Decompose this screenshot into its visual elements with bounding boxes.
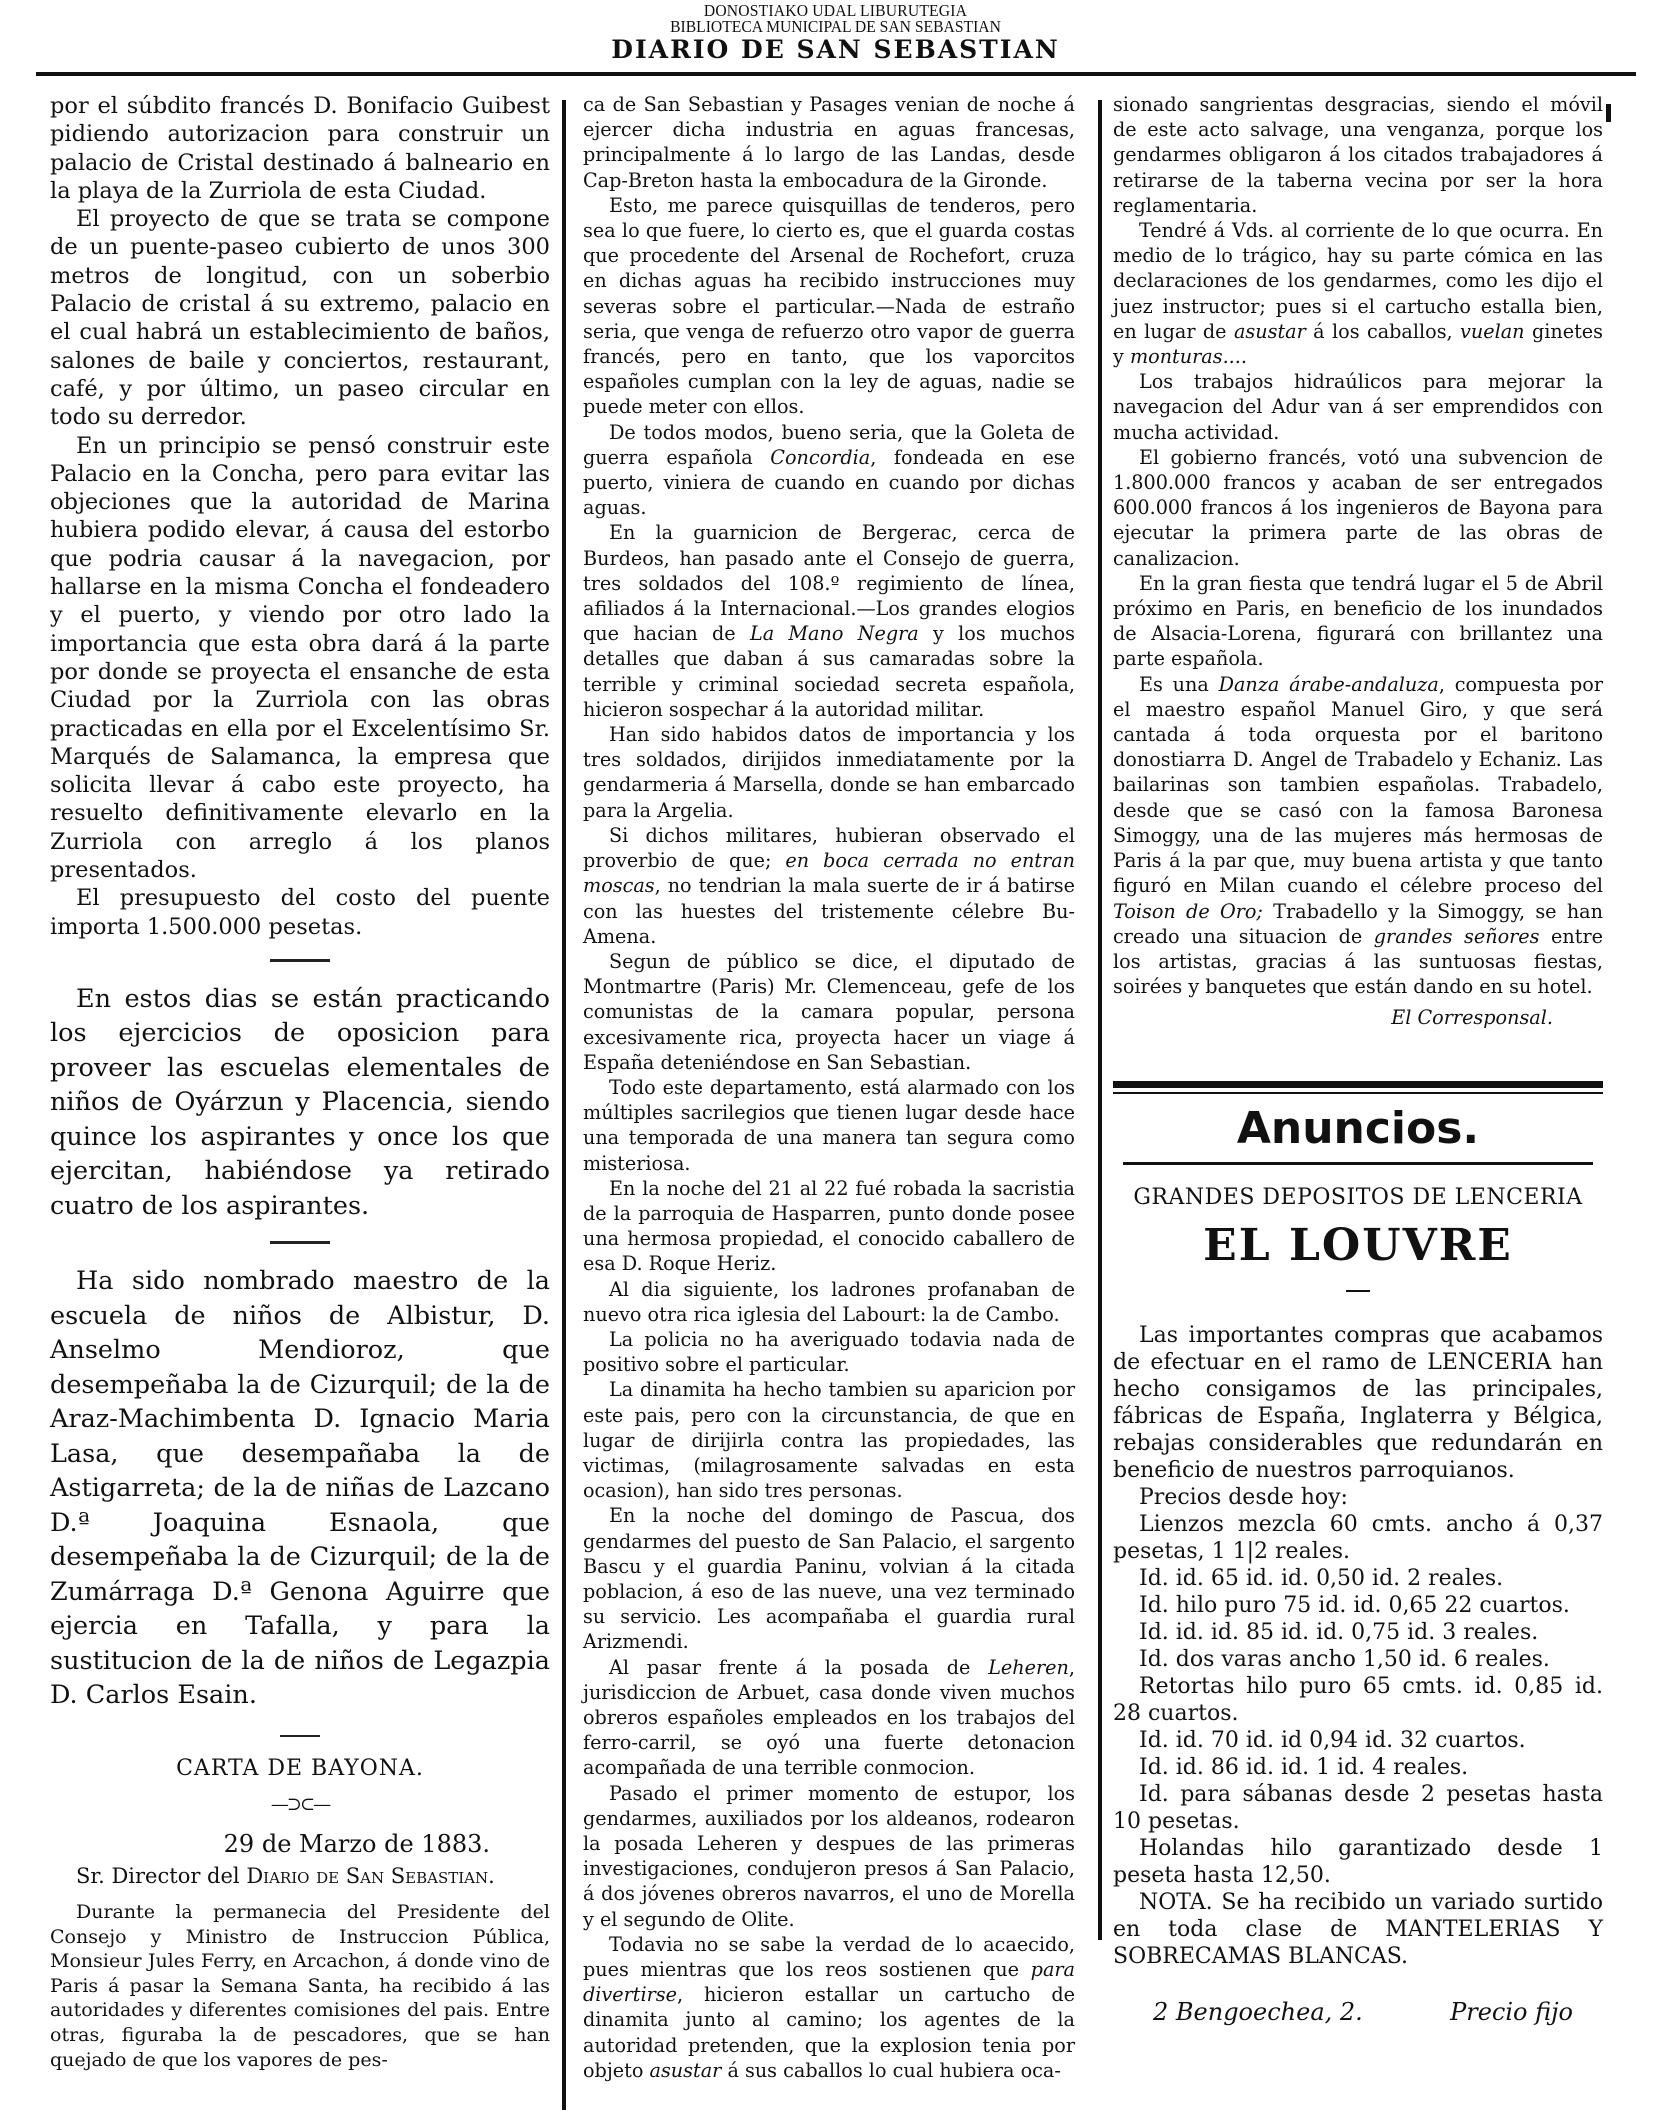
- signature: El Corresponsal.: [1391, 1006, 1553, 1030]
- page-mark: [1606, 104, 1611, 122]
- article-paragraph: En la noche del domingo de Pascua, dos gendarmes del puesto de San Palacio, el sargento Bascu y el guardia Paninu, volvian á la citada poblacion, á eso de las nueve, una vez terminado su servicio. Les acompañaba el guardia rural Arizmendi.: [583, 1504, 1075, 1654]
- text-run: á los caballos,: [1305, 319, 1461, 343]
- ad-divider: [1346, 1290, 1370, 1292]
- text-run: Trabadello y la Simoggy, se han creado una situacion de: [1113, 899, 1603, 948]
- article-paragraph: Esto, me parece quisquillas de tenderos, pero sea lo que fuere, lo cierto es, que el guarda costas que procedente del Arsenal de Rochefort, cruza en dichas aguas ha recibido instrucciones muy severas sobre el particular.—Nada de estraño seria, que venga de refuerzo otro vapor de guerra francés, pero en tanto, que los vaporcitos españoles cumplan con la ley de aguas, nadie se puede meter con ellos.: [583, 193, 1075, 419]
- newspaper-title: DIARIO DE SAN SEBASTIAN: [611, 35, 1060, 64]
- ad-note: NOTA. Se ha recibido un variado surtido en toda clase de MANTELERIAS Y SOBRECAMAS BLANCAS.: [1113, 1889, 1603, 1969]
- text-run: Todavia no se sabe la verdad de lo acaecido, pues mientras que los reos sostienen que: [583, 1932, 1075, 1982]
- article-paragraph: Segun de público se dice, el diputado de Montmartre (Paris) Mr. Clemenceau, gefe de los comunistas de la camara popular, persona excesivamente rica, proyecta hacer un viage á España deteniéndose en San Sebastian.: [583, 949, 1075, 1074]
- article-paragraph: En estos dias se están practicando los ejercicios de oposicion para proveer las escuelas elementales de niños de Oyárzun y Placencia, siendo quince los aspirantes y once los que ejercitan, habiéndose ya retirado cuatro de los aspirantes.: [50, 983, 550, 1221]
- article-paragraph: Pasado el primer momento de estupor, los gendarmes, auxiliados por los aldeanos, rodearon la posada Leheren y despues de las primeras investigaciones, condujeron presos á San Palacio, á dos jóvenes obreros navarros, el uno de Morella y el segundo de Olite.: [583, 1781, 1075, 1931]
- masthead-rule: [36, 72, 1636, 76]
- text-run: Al pasar frente á la posada de: [609, 1655, 989, 1679]
- text-run: ginetes y: [1113, 319, 1603, 369]
- price-item: Retortas hilo puro 65 cmts. id. 0,85 id. 28 cuartos.: [1113, 1673, 1603, 1726]
- ship-name: Concordia: [770, 445, 871, 469]
- section-rule: [1123, 1162, 1593, 1165]
- salutation-prefix: Sr. Director del: [76, 1863, 240, 1888]
- emphasis: para divertirse: [583, 1958, 1075, 2007]
- library-name-spanish: BIBLIOTECA MUNICIPAL DE SAN SEBASTIAN: [670, 17, 1001, 36]
- ad-price-policy: Precio fijo: [1450, 1997, 1573, 2026]
- column-divider: [1098, 100, 1102, 1940]
- emphasis: vuelan: [1460, 319, 1525, 343]
- emphasis: monturas....: [1129, 345, 1247, 369]
- separator-rule: [280, 1735, 320, 1737]
- text-run: , fondeada en ese puerto, viniera de cuando en cuando por dichas aguas.: [583, 445, 1076, 520]
- text-run: , hicieron estallar un cartucho de dinamita junto al camino; los agentes de la autoridad pretenden, que la explosion tenia por objeto: [583, 1983, 1075, 2082]
- text-run: , jurisdiccion de Arbuet, casa donde viven muchos obreros españoles empleados en los trabajos del ferro-carril, se oyó una fuerte detonacion acompañada de una terrible conmocion.: [583, 1655, 1075, 1780]
- price-item: Lienzos mezcla 60 cmts. ancho á 0,37 pesetas, 1 1|2 reales.: [1113, 1511, 1603, 1564]
- text-run: entre los artistas, gracias á las suntuosas fiestas, soirées y banquetes que están dando en su hotel.: [1113, 924, 1603, 999]
- article-paragraph: por el súbdito francés D. Bonifacio Guibest pidiendo autorizacion para construir un palacio de Cristal destinado á balneario en la playa de la Zurriola de esta Ciudad.: [50, 93, 550, 204]
- article-paragraph: [583, 823, 1075, 949]
- article-paragraph: Al dia siguiente, los ladrones profanaban de nuevo otra rica iglesia del Labourt: la de Cambo.: [583, 1277, 1075, 1326]
- dateline: 29 de Marzo de 1883.: [223, 1829, 490, 1858]
- ad-address: 2 Bengoechea, 2.: [1153, 1997, 1363, 2026]
- ad-header: GRANDES DEPOSITOS DE LENCERIA: [1133, 1184, 1583, 1210]
- price-item: Id. hilo puro 75 id. id. 0,65 22 cuartos.: [1139, 1592, 1570, 1618]
- price-item: Id. id. 86 id. id. 1 id. 4 reales.: [1139, 1754, 1469, 1780]
- proverb: en boca cerrada no entran moscas: [583, 849, 1075, 898]
- article-paragraph: [583, 1932, 1075, 2083]
- article-paragraph: Todo este departamento, está alarmado con los múltiples sacrilegios que tienen lugar desde hace una temporada de una manera tan segura como misteriosa.: [583, 1075, 1075, 1175]
- salutation-newspaper: Diario de San Sebastian.: [246, 1863, 495, 1888]
- article-paragraph: ca de San Sebastian y Pasages venian de noche á ejercer dicha industria en aguas francesas, principalmente á lo largo de las Landas, desde Cap-Breton hasta la embocadura de la Gironde.: [583, 93, 1075, 192]
- article-paragraph: [1113, 218, 1603, 369]
- article-paragraph: Han sido habidos datos de importancia y los tres soldados, dirijidos inmediatamente por la gendarmeria á Marsella, donde se han embarcado para la Argelia.: [583, 723, 1075, 822]
- article-paragraph: [583, 520, 1075, 722]
- price-item: Id. id. 70 id. id 0,94 id. 32 cuartos.: [1139, 1727, 1526, 1753]
- price-list: [1113, 1511, 1603, 1889]
- price-item: Id. id. 65 id. id. 0,50 id. 2 reales.: [1139, 1565, 1504, 1591]
- article-paragraph: Los trabajos hidraúlicos para mejorar la navegacion del Adur van á ser emprendidos con mucha actividad.: [1113, 370, 1603, 444]
- prices-heading: Precios desde hoy:: [1139, 1484, 1348, 1510]
- advertisement-el-louvre: [1113, 1185, 1603, 2025]
- section-heading-anuncios: Anuncios.: [1236, 1102, 1480, 1154]
- article-paragraph: [583, 420, 1075, 521]
- article-paragraph: El proyecto de que se trata se compone de un puente-paseo cubierto de unos 300 metros de longitud, con un soberbio Palacio de cristal á su extremo, palacio en el cual habrá un establecimiento de baños, salones de baile y conciertos, restaurant, café, y por último, un paseo circular en todo su derredor.: [50, 206, 550, 431]
- library-name-basque: DONOSTIAKO UDAL LIBURUTEGIA: [703, 1, 968, 20]
- text-run: Es una: [1139, 672, 1219, 696]
- article-paragraph: El presupuesto del costo del puente importa 1.500.000 pesetas.: [50, 885, 550, 940]
- article-paragraph: El gobierno francés, votó una subvencion de 1.800.000 francos y acaban de ser entregados 600.000 francos á los ingenieros de Bayona para ejecutar la primera parte de las obras de canalizacion.: [1113, 445, 1603, 570]
- text-run: , no tendrian la mala suerte de ir á batirse con las huestes del tristemente célebre Bu-Amena.: [583, 874, 1075, 948]
- text-run: y los muchos detalles que daban á sus camaradas sobre la terrible y criminal sociedad secreta española, hicieron sospechar á la autoridad militar.: [583, 622, 1075, 721]
- article-paragraph: sionado sangrientas desgracias, siendo el móvil de este acto salvage, una venganza, porque los gendarmes obligaron á los citados trabajadores á retirarse de la taberna vecina por ser la hora reglamentaria.: [1113, 93, 1603, 217]
- column-1: [50, 92, 550, 2072]
- article-paragraph: [583, 1655, 1075, 1781]
- inn-name: Leheren: [988, 1655, 1069, 1679]
- emphasis: asustar: [649, 2058, 722, 2082]
- text-run: Si dichos militares, hubieran observado el proverbio de que;: [583, 823, 1075, 873]
- ad-brand: EL LOUVRE: [1203, 1219, 1513, 1271]
- masthead: [0, 0, 1671, 65]
- column-2: [583, 92, 1075, 2083]
- article-paragraph: Ha sido nombrado maestro de la escuela de niños de Albistur, D. Anselmo Mendioroz, que desempeñaba la de Cizurquil; de la de Araz-Machimbenta D. Ignacio Maria Lasa, que desempañaba la de Astigarreta; de la de niñas de Lazcano D.ª Joaquina Esnaola, que desempeñaba la de Cizurquil; de la de Zumárraga D.ª Genona Aguirre que ejercia en Tafalla, y para la sustitucion de la de niños de Legazpia D. Carlos Esain.: [50, 1266, 550, 1711]
- price-item: Id. para sábanas desde 2 pesetas hasta 10 pesetas.: [1113, 1781, 1603, 1834]
- emphasis: grandes señores: [1373, 924, 1540, 948]
- salutation: [50, 1862, 550, 1890]
- article-paragraph: Durante la permanecia del Presidente del Consejo y Ministro de Instruccion Pública, Monsieur Jules Ferry, en Arcachon, á donde vino de Paris á pasar la Semana Santa, ha recibido á las autoridades y diferentes comisiones del pais. Entre otras, figuraba la de pescadores, que se han quejado de que los vapores de pes-: [50, 1901, 550, 2071]
- dance-name: Danza árabe-andaluza: [1218, 672, 1439, 696]
- section-rule: [1113, 1092, 1603, 1094]
- emphasis: asustar: [1233, 319, 1306, 343]
- price-item: Id. id. id. 85 id. id. 0,75 id. 3 reales.: [1139, 1619, 1539, 1645]
- article-paragraph: La policia no ha averiguado todavia nada de positivo sobre el particular.: [583, 1327, 1075, 1377]
- article-paragraph: En la noche del 21 al 22 fué robada la sacristia de la parroquia de Hasparren, punto donde posee una hermosa propiedad, el conocido caballero de esa D. Roque Heriz.: [583, 1176, 1075, 1276]
- text-run: En la guarnicion de Bergerac, cerca de Burdeos, han pasado ante el Consejo de guerra, tres soldados del 108.º regimiento de línea, afiliados á la Internacional.—Los grandes elogios que hacian de: [583, 521, 1075, 646]
- society-name: La Mano Negra: [749, 622, 919, 646]
- article-paragraph: En la gran fiesta que tendrá lugar el 5 de Abril próximo en Paris, en beneficio de los inundados de Alsacia-Lorena, figurará con brillantez una parte española.: [1113, 571, 1603, 671]
- article-paragraph: [1113, 672, 1603, 1000]
- ad-intro: Las importantes compras que acabamos de efectuar en el ramo de LENCERIA han hecho consigamos de las principales, fábricas de España, Inglaterra y Bélgica, rebajas considerables que redundarán en beneficio de nuestros parroquianos.: [1113, 1322, 1603, 1483]
- letter-title: CARTA DE BAYONA.: [176, 1755, 424, 1781]
- column-divider: [562, 100, 566, 2110]
- article-paragraph: La dinamita ha hecho tambien su aparicion por este pais, pero con la circunstancia, de que en lugar de dirijirla contra las propiedades, las victimas, (milagrosamente salvadas en esta ocasion), han sido tres personas.: [583, 1378, 1075, 1503]
- separator-rule: [270, 1241, 330, 1244]
- ad-footer: [1113, 1997, 1603, 2026]
- column-3: [1113, 92, 1603, 2025]
- ornament-divider: —⊃⊂—: [270, 1794, 330, 1816]
- text-run: De todos modos, bueno seria, que la Goleta de guerra española: [583, 420, 1075, 469]
- separator-rule: [270, 959, 330, 962]
- text-run: Tendré á Vds. al corriente de lo que ocurra. En medio de lo trágico, hay su parte cómica en las declaraciones de los gendarmes, como les dijo el juez instructor; pues si el cartucho estalla bien, en lugar de: [1113, 219, 1603, 343]
- article-paragraph: En un principio se pensó construir este Palacio en la Concha, pero para evitar las objeciones que la autoridad de Marina hubiera podido elevar, á causa del estorbo que podria causar á la navegacion, por hallarse en la misma Concha el fondeadero y el puerto, y viendo por otro lado la importancia que esta obra dará á la parte por donde se proyecta el ensanche de esta Ciudad por la Zurriola con las obras practicadas en ella por el Excelentísimo Sr. Marqués de Salamanca, la empresa que solicita llevar á cabo este proyecto, ha resuelto definitivamente elevarlo en la Zurriola con arreglo á los planos presentados.: [50, 432, 550, 884]
- text-run: á sus caballos lo cual hubiera oca-: [721, 2058, 1061, 2082]
- price-item: Id. dos varas ancho 1,50 id. 6 reales.: [1139, 1646, 1550, 1672]
- price-item: Holandas hilo garantizado desde 1 peseta hasta 12,50.: [1113, 1835, 1603, 1888]
- section-rule: [1113, 1081, 1603, 1088]
- trial-name: Toison de Oro;: [1113, 899, 1263, 923]
- text-run: , compuesta por el maestro español Manuel Giro, y que será cantada á toda orquesta por el baritono donostiarra D. Angel de Trabadelo y Echaniz. Las bailarinas son tambien españolas. Trabadelo, desde que se casó con la famosa Baronesa Simoggy, una de las mujeres más hermosas de Paris á la par que, muy buena artista y que tanto figuró en Milan cuando el célebre proceso del: [1113, 672, 1603, 898]
